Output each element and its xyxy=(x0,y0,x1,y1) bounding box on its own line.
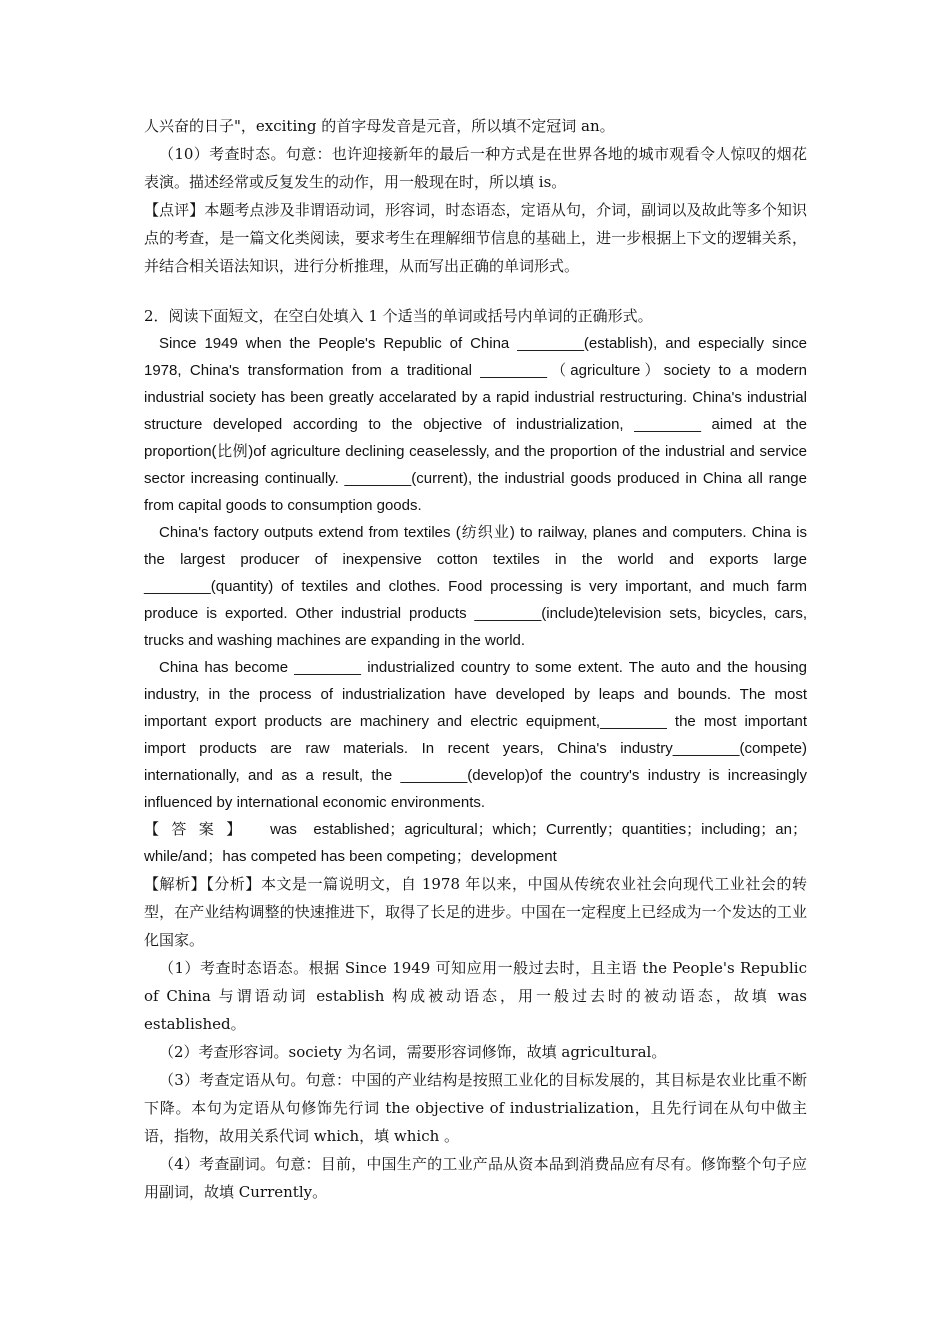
analysis-summary: 【解析】【分析】本文是一篇说明文，自 1978 年以来，中国从传统农业社会向现代工业社会的转型，在产业结构调整的快速推进下，取得了长足的进步。中国在一定程度上已经成为一个发达的工业化国家。 xyxy=(144,875,807,949)
document-page xyxy=(144,112,807,1206)
answer-line: 【答案】 was established；agricultural；which；Currently；quantities；including；an；while/and；has competed has been competing；development xyxy=(144,821,807,865)
prev-explanation-line: 人兴奋的日子"，exciting 的首字母发音是元音，所以填不定冠词 an。 xyxy=(144,117,615,135)
section-gap xyxy=(144,280,807,302)
analysis-item-4: （4）考查副词。句意：目前，中国生产的工业产品从资本品到消费品应有尽有。修饰整个句子应用副词，故填 Currently。 xyxy=(144,1155,807,1201)
question-instruction: 2．阅读下面短文，在空白处填入 1 个适当的单词或括号内单词的正确形式。 xyxy=(144,307,653,325)
analysis-item-1: （1）考查时态语态。根据 Since 1949 可知应用一般过去时，且主语 the People's Republic of China 与谓语动词 establish 构成被动语态，用一般过去时的被动语态，故填 was established。 xyxy=(144,959,807,1033)
analysis-item-3: （3）考查定语从句。句意：中国的产业结构是按照工业化的目标发展的，其目标是农业比重不断下降。本句为定语从句修饰先行词 the objective of industrialization，且先行词在从句中做主语，指物，故用关系代词 which，填 which 。 xyxy=(144,1071,807,1145)
passage-paragraph-3: China has become ________ industrialized country to some extent. The auto and the housing industry, in the process of industrialization have developed by leaps and bounds. The most important export products are machinery and electric equipment,________ the most important import products are raw materials. In recent years, China's industry________(compete) internationally, and as a result, the ________(develop)of the country's industry is increasingly influenced by international economic environments. xyxy=(144,659,807,811)
prev-explanation-item-10: （10）考查时态。句意：也许迎接新年的最后一种方式是在世界各地的城市观看令人惊叹的烟花表演。描述经常或反复发生的动作，用一般现在时，所以填 is。 xyxy=(144,145,807,191)
prev-comment: 【点评】本题考点涉及非谓语动词，形容词，时态语态，定语从句，介词，副词以及故此等多个知识点的考查，是一篇文化类阅读，要求考生在理解细节信息的基础上，进一步根据上下文的逻辑关系，并结合相关语法知识，进行分析推理，从而写出正确的单词形式。 xyxy=(144,201,807,275)
analysis-item-2: （2）考查形容词。society 为名词，需要形容词修饰，故填 agricultural。 xyxy=(159,1043,667,1061)
passage-paragraph-2: China's factory outputs extend from textiles (纺织业) to railway, planes and computers. China is the largest producer of inexpensive cotton textiles in the world and exports large ________(quantity) of textiles and clothes. Food processing is very important, and much farm produce is exported. Other industrial products ________(include)television sets, bicycles, cars, trucks and washing machines are expanding in the world. xyxy=(144,524,807,649)
passage-paragraph-1: Since 1949 when the People's Republic of China ________(establish), and especially since 1978, China's transformation from a traditional ________（agriculture）society to a modern industrial society has been greatly accelarated by a rapid industrial restructuring. China's industrial structure developed according to the objective of industrialization, ________ aimed at the proportion(比例)of agriculture declining ceaselessly, and the proportion of the industrial and service sector increasing continually. ________(current), the industrial goods produced in China all range from capital goods to consumption goods. xyxy=(144,335,807,514)
